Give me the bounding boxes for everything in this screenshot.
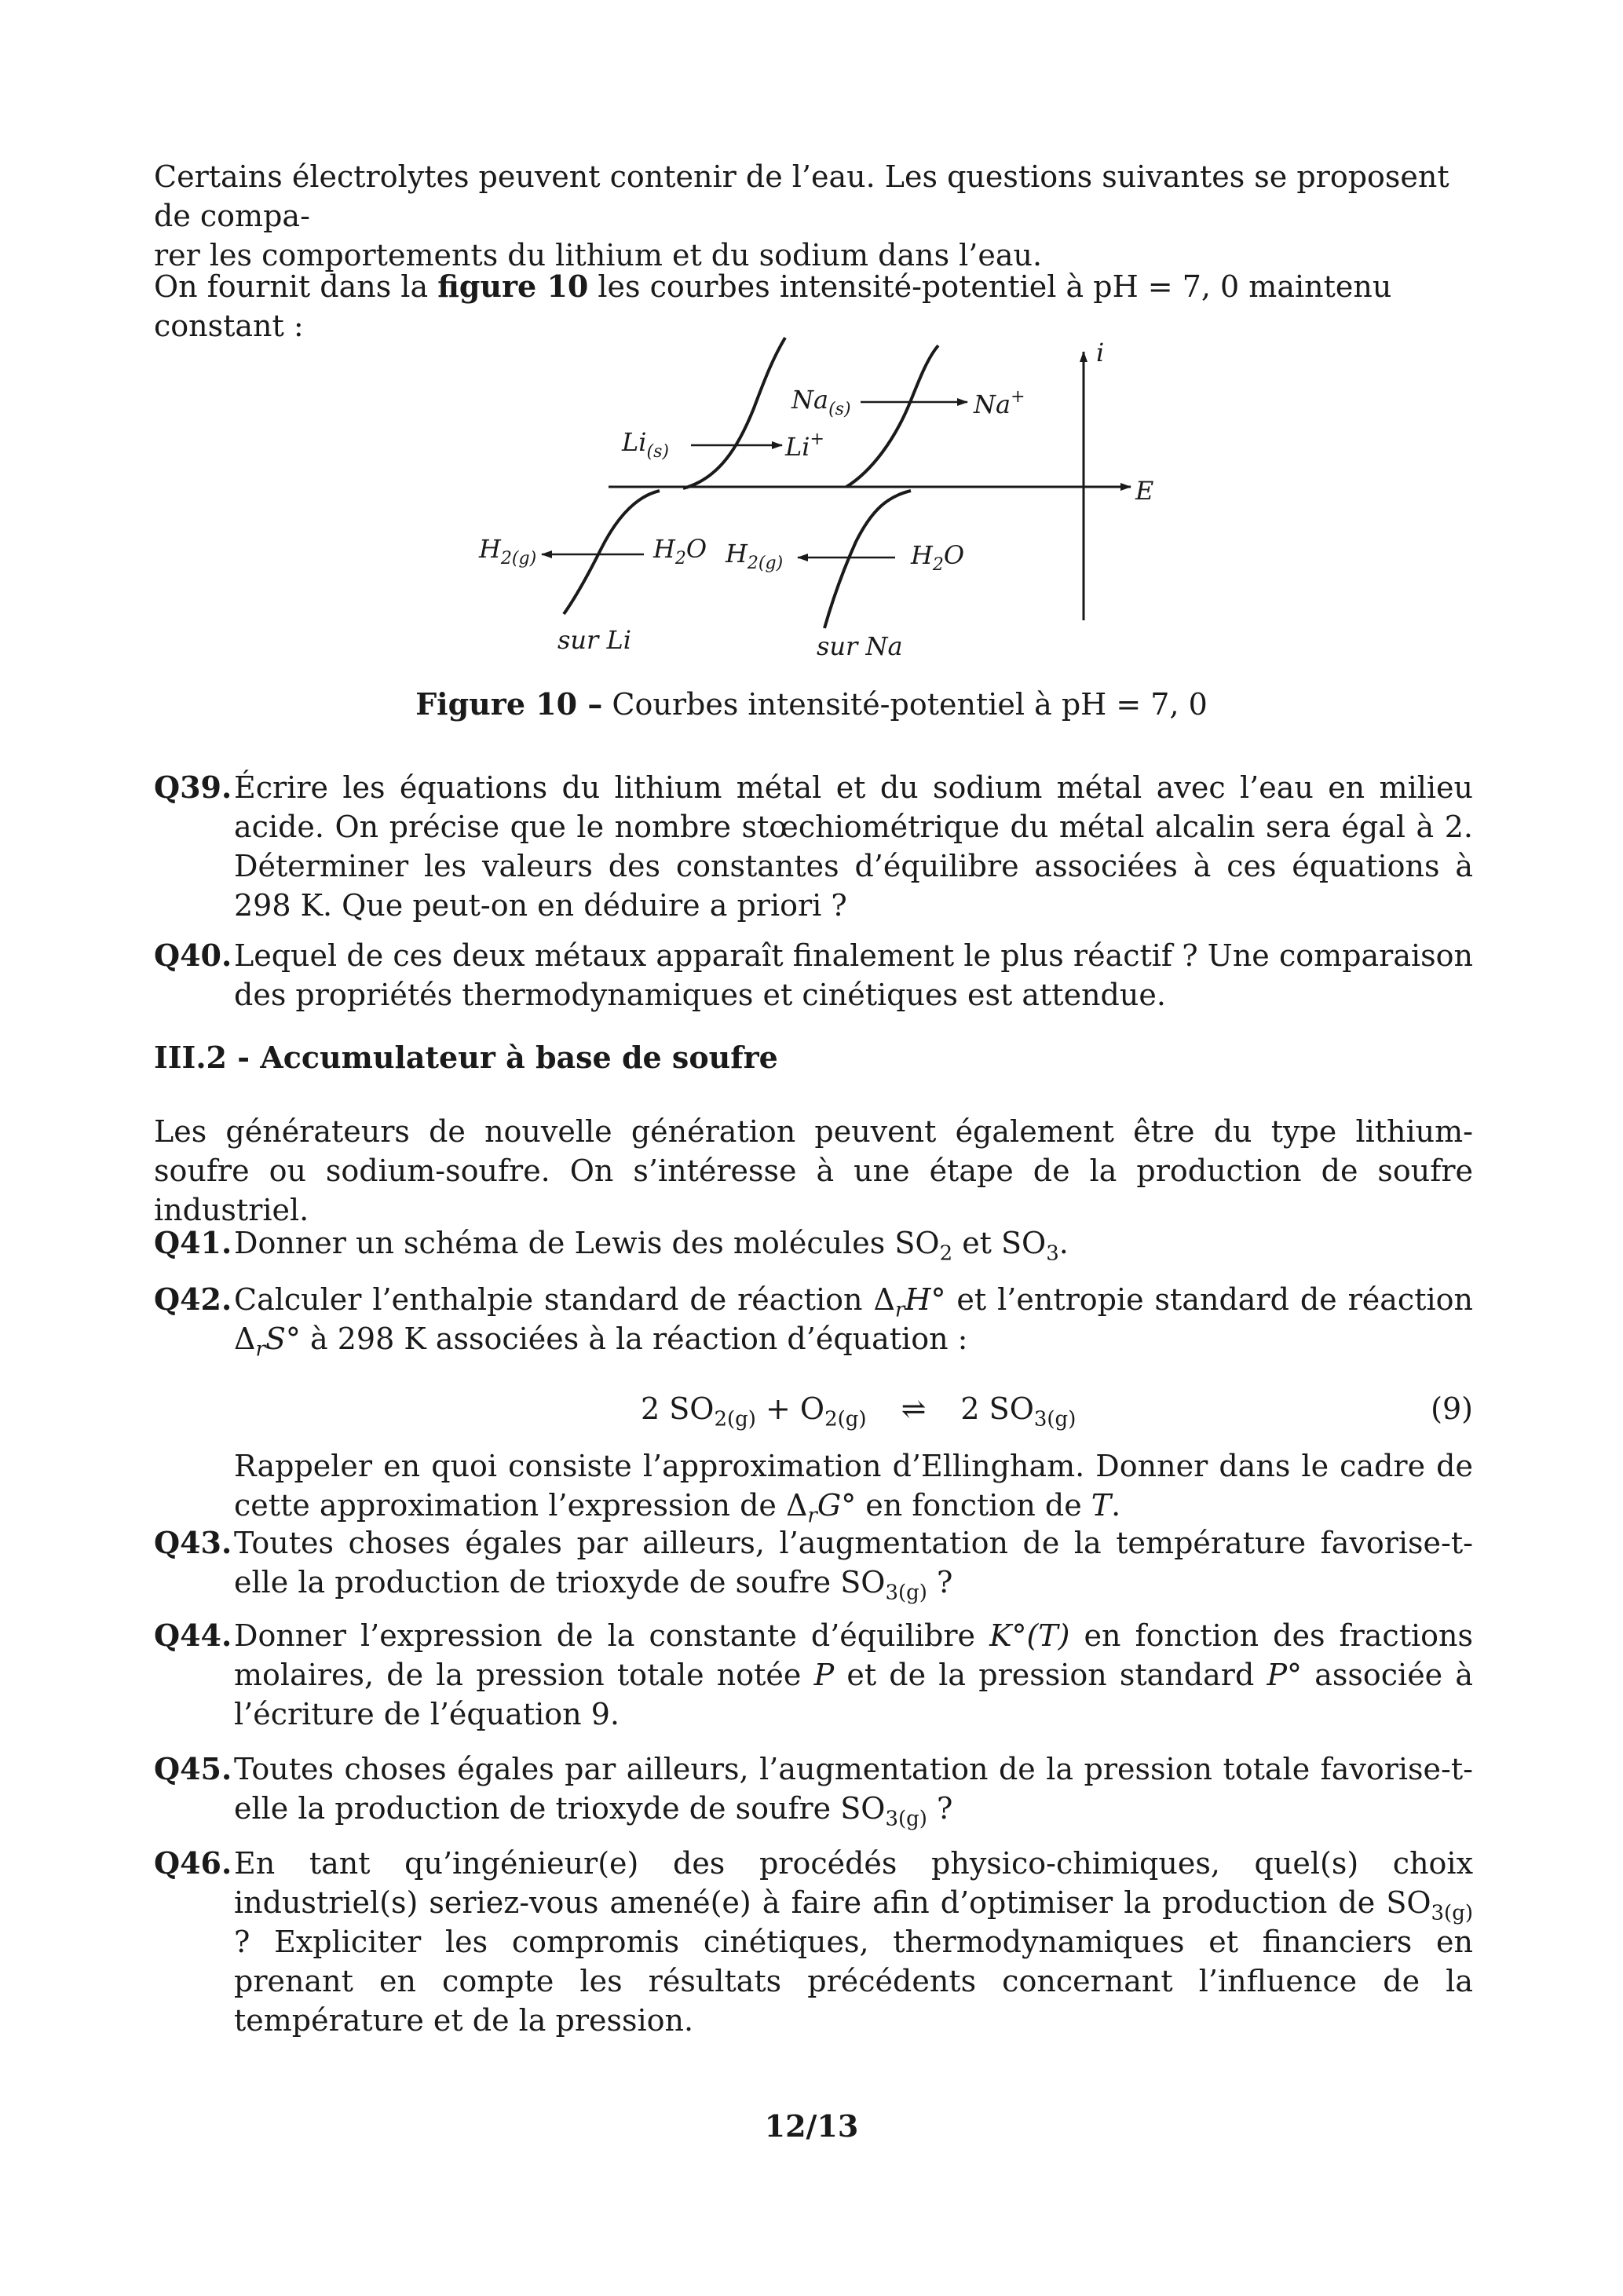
section-paragraph: Les générateurs de nouvelle génération peuvent également être du type lithium-soufre ou sodium-soufre. On s’intéresse à une étape de la production de soufre industriel.: [154, 1114, 1473, 1227]
equilibrium-arrow: ⇌: [901, 1391, 927, 1426]
h2o-left-label: $H_2O$: [653, 534, 707, 569]
na-s-label: $Na_{(s)}$: [791, 385, 851, 419]
question-number: Q46.: [154, 1845, 232, 1881]
li-s-label: $Li_{(s)}$: [622, 427, 669, 462]
question-text: Donner l’expression de la constante d’équilibre K°(T) en fonction des fractions molaires, de la pression totale notée P et de la pression standard P° associée à l’écriture de l’équation 9.: [234, 1618, 1473, 1731]
question-46: [154, 1844, 1473, 2040]
question-41: [154, 1223, 1473, 1266]
li-oxidation-curve: [683, 338, 785, 488]
figure-intro-text: On fournit dans la: [154, 269, 438, 304]
question-number: Q43.: [154, 1525, 232, 1560]
question-number: Q45.: [154, 1751, 232, 1786]
section-heading: III.2 - Accumulateur à base de soufre: [154, 1040, 778, 1075]
question-42: [154, 1280, 1473, 1362]
axis-i-label: i: [1096, 338, 1105, 367]
question-text: Lequel de ces deux métaux apparaît finalement le plus réactif ? Une comparaison des propriétés thermodynamiques et cinétiques est attendue.: [234, 938, 1473, 1012]
question-text: Donner un schéma de Lewis des molécules $SO_2$ et $SO_3$.: [234, 1226, 1069, 1266]
question-40: [154, 936, 1473, 1015]
question-text: Calculer l’enthalpie standard de réaction $\Delta_rH^\circ$ et l’entropie standard de réaction $\Delta_rS^\circ$ à 298 K associées à la réaction d’équation :: [234, 1282, 1473, 1362]
question-text: Écrire les équations du lithium métal et du sodium métal avec l’eau en milieu acide. On précise que le nombre stœchiométrique du métal alcalin sera égal à 2. Déterminer les valeurs des constantes d’équilibre associées à ces équations à 298 K. Que peut-on en déduire a priori ?: [234, 770, 1473, 923]
equation-number: (9): [1431, 1391, 1473, 1426]
question-number: Q42.: [154, 1281, 232, 1317]
question-text: Toutes choses égales par ailleurs, l’augmentation de la pression totale favorise-t-elle la production de trioxyde de soufre $SO_{3(g)}$ ?: [234, 1752, 1473, 1831]
figure-ref: figure 10: [437, 269, 589, 304]
question-number: Q41.: [154, 1225, 232, 1260]
caption-text: Courbes intensité-potentiel à pH = 7, 0: [602, 687, 1208, 722]
na-plus-label: Na+: [974, 387, 1025, 419]
equation-9: [154, 1391, 1473, 1435]
water-reduction-na-curve: [824, 491, 911, 628]
question-number: Q40.: [154, 938, 232, 973]
na-oxidation-curve: [846, 345, 938, 487]
intensity-potential-figure: [463, 330, 1170, 675]
page-number: 12/13: [764, 2108, 859, 2144]
h2-right-label: $H_{2(g)}$: [726, 539, 784, 573]
caption-label: Figure 10 –: [415, 686, 603, 722]
question-text: Toutes choses égales par ailleurs, l’augmentation de la température favorise-t-elle la production de trioxyde de soufre $SO_{3(g)}$ ?: [234, 1526, 1473, 1605]
question-39: [154, 768, 1473, 925]
intro-paragraph: [154, 157, 1473, 275]
question-text: En tant qu’ingénieur(e) des procédés physico-chimiques, quel(s) choix industriel(s) seriez-vous amené(e) à faire afin d’optimiser la production de $SO_{3(g)}$ ? Expliciter les compromis cinétiques, thermodynamiques et financiers en prenant en compte les résultats précédents concernant l’influence de la température et de la pression.: [234, 1846, 1473, 2038]
question-44: [154, 1616, 1473, 1734]
question-number: Q44.: [154, 1618, 232, 1653]
question-43: [154, 1523, 1473, 1605]
intro-line-1: Certains électrolytes peuvent contenir de l’eau. Les questions suivantes se proposent de compa-: [154, 159, 1449, 233]
intro-line-2: rer les comportements du lithium et du sodium dans l’eau.: [154, 238, 1043, 272]
equation-body: 2 $SO_{2(g)} + O_{2(g)}$ ⇌ 2 $SO_{3(g)}$: [641, 1391, 1077, 1431]
sur-li-label: sur Li: [557, 625, 631, 655]
li-plus-label: Li+: [785, 430, 824, 462]
question-number: Q39.: [154, 770, 232, 805]
sur-na-label: sur Na: [817, 631, 903, 661]
figure-intro-text-end: les courbes intensité-potentiel à pH = 7, 0 maintenu constant :: [154, 269, 1392, 343]
water-reduction-li-curve: [564, 491, 660, 614]
question-text: Rappeler en quoi consiste l’approximation d’Ellingham. Donner dans le cadre de cette approximation l’expression de $\Delta_rG^\circ$ en fonction de T.: [234, 1449, 1473, 1528]
figure-caption: [0, 685, 1623, 724]
h2o-right-label: $H_2O$: [911, 540, 965, 575]
question-42-continued: [154, 1446, 1473, 1528]
h2-left-label: $H_{2(g)}$: [479, 534, 537, 569]
axis-e-label: E: [1135, 476, 1154, 506]
question-45: [154, 1749, 1473, 1831]
